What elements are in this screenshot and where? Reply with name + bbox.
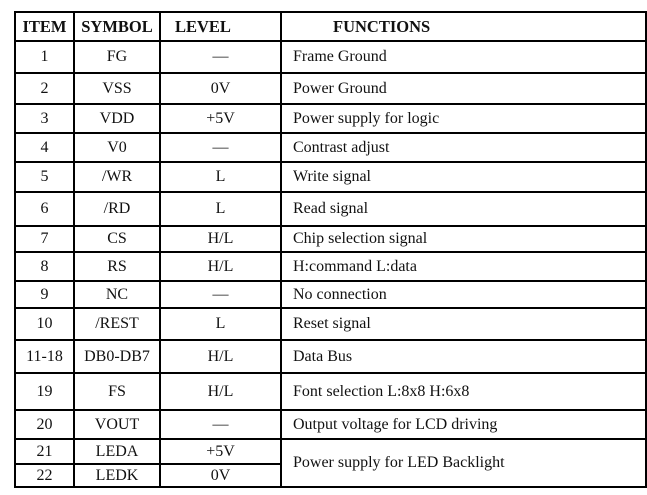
table-row <box>15 373 646 410</box>
function-cell: Frame Ground <box>281 41 646 73</box>
level-cell: — <box>160 133 281 162</box>
level-cell: H/L <box>160 340 281 373</box>
function-cell: Reset signal <box>281 308 646 340</box>
function-cell: Power supply for logic <box>281 104 646 133</box>
level-cell: L <box>160 192 281 226</box>
header-row <box>15 12 646 41</box>
symbol-cell: NC <box>74 281 160 308</box>
symbol-cell: FS <box>74 373 160 410</box>
level-cell: H/L <box>160 373 281 410</box>
level-cell: — <box>160 281 281 308</box>
table-row <box>15 340 646 373</box>
symbol-cell: /REST <box>74 308 160 340</box>
item-cell: 21 <box>15 439 74 464</box>
level-cell: +5V <box>160 439 281 464</box>
header-level: LEVEL <box>160 12 281 41</box>
item-cell: 10 <box>15 308 74 340</box>
function-cell: Power Ground <box>281 73 646 104</box>
item-cell: 4 <box>15 133 74 162</box>
table-row <box>15 226 646 252</box>
table-row <box>15 439 646 464</box>
symbol-cell: V0 <box>74 133 160 162</box>
item-cell: 5 <box>15 162 74 192</box>
symbol-cell: LEDK <box>74 464 160 487</box>
symbol-cell: DB0-DB7 <box>74 340 160 373</box>
item-cell: 7 <box>15 226 74 252</box>
symbol-cell: /WR <box>74 162 160 192</box>
level-cell: 0V <box>160 464 281 487</box>
function-cell: Write signal <box>281 162 646 192</box>
level-cell: L <box>160 162 281 192</box>
table-row <box>15 104 646 133</box>
item-cell: 9 <box>15 281 74 308</box>
function-cell: Data Bus <box>281 340 646 373</box>
function-cell: H:command L:data <box>281 252 646 281</box>
function-cell: Power supply for LED Backlight <box>281 439 646 487</box>
function-cell: Font selection L:8x8 H:6x8 <box>281 373 646 410</box>
symbol-cell: CS <box>74 226 160 252</box>
item-cell: 8 <box>15 252 74 281</box>
table-row <box>15 410 646 439</box>
level-cell: H/L <box>160 226 281 252</box>
table-row <box>15 308 646 340</box>
level-cell: +5V <box>160 104 281 133</box>
function-cell: Contrast adjust <box>281 133 646 162</box>
table-row <box>15 162 646 192</box>
item-cell: 3 <box>15 104 74 133</box>
function-cell: No connection <box>281 281 646 308</box>
item-cell: 1 <box>15 41 74 73</box>
table-body <box>15 41 646 487</box>
symbol-cell: FG <box>74 41 160 73</box>
level-cell: 0V <box>160 73 281 104</box>
table-row <box>15 281 646 308</box>
item-cell: 20 <box>15 410 74 439</box>
item-cell: 11-18 <box>15 340 74 373</box>
header-functions: FUNCTIONS <box>281 12 646 41</box>
function-cell: Read signal <box>281 192 646 226</box>
header-symbol: SYMBOL <box>74 12 160 41</box>
pin-function-table <box>14 11 647 488</box>
level-cell: H/L <box>160 252 281 281</box>
level-cell: — <box>160 41 281 73</box>
function-cell: Chip selection signal <box>281 226 646 252</box>
table-row <box>15 41 646 73</box>
symbol-cell: VSS <box>74 73 160 104</box>
symbol-cell: VDD <box>74 104 160 133</box>
header-item: ITEM <box>15 12 74 41</box>
level-cell: — <box>160 410 281 439</box>
item-cell: 2 <box>15 73 74 104</box>
table-row <box>15 252 646 281</box>
level-cell: L <box>160 308 281 340</box>
function-cell: Output voltage for LCD driving <box>281 410 646 439</box>
symbol-cell: /RD <box>74 192 160 226</box>
item-cell: 6 <box>15 192 74 226</box>
symbol-cell: RS <box>74 252 160 281</box>
item-cell: 22 <box>15 464 74 487</box>
symbol-cell: LEDA <box>74 439 160 464</box>
item-cell: 19 <box>15 373 74 410</box>
table-row <box>15 192 646 226</box>
symbol-cell: VOUT <box>74 410 160 439</box>
table-row <box>15 73 646 104</box>
table-row <box>15 133 646 162</box>
